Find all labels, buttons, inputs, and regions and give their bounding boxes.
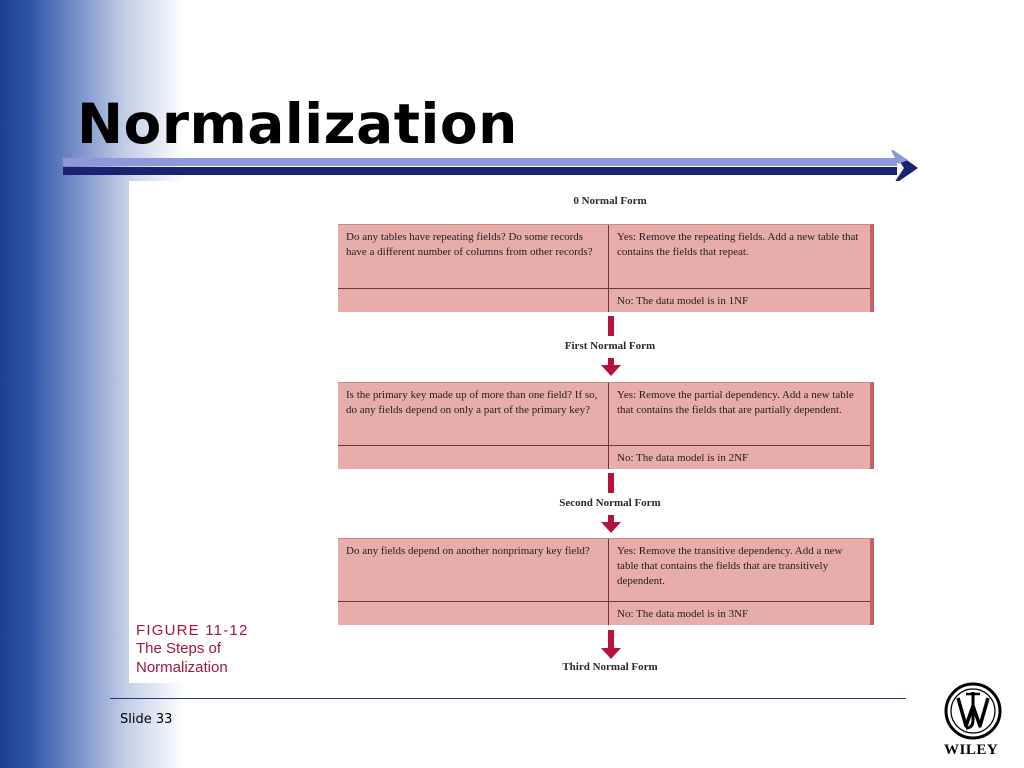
step-yes-action: Yes: Remove the transitive dependency. Add a new table that contains the fields that are transitively dependent. — [617, 545, 843, 587]
step-yes-action: Yes: Remove the partial dependency. Add a new table that contains the fields that are partially dependent. — [617, 389, 854, 416]
publisher-wordmark: WILEY — [944, 742, 999, 758]
figure-caption — [136, 622, 266, 677]
step-no-result: No: The data model is in 3NF — [617, 608, 749, 620]
stage-label-3nf: Third Normal Form — [562, 661, 658, 673]
step-question: Do any tables have repeating fields? Do some records have a different number of columns from other records? — [338, 225, 609, 288]
connector-line — [608, 316, 614, 336]
stage-label-1nf: First Normal Form — [564, 340, 656, 352]
step-question: Is the primary key made up of more than one field? If so, do any fields depend on only a part of the primary key? — [338, 383, 609, 445]
down-arrow-icon — [599, 515, 623, 533]
step-empty-cell — [338, 446, 609, 469]
figure-title: The Steps of Normalization — [136, 640, 228, 676]
down-arrow-icon — [599, 358, 623, 376]
step-no-result: No: The data model is in 2NF — [617, 452, 749, 464]
stage-label-0nf: 0 Normal Form — [573, 195, 647, 207]
step-question: Do any fields depend on another nonprimary key field? — [338, 539, 609, 601]
footer-divider — [110, 698, 906, 699]
connector-line — [608, 473, 614, 493]
step-empty-cell — [338, 602, 609, 625]
step-table-1 — [338, 224, 874, 312]
slide-title: Normalization — [77, 92, 518, 156]
step-table-3 — [338, 538, 874, 625]
step-yes-action: Yes: Remove the repeating fields. Add a new table that contains the fields that repeat. — [617, 231, 859, 258]
down-arrow-icon — [599, 641, 623, 659]
stage-label-2nf: Second Normal Form — [559, 497, 661, 509]
slide-number: Slide 33 — [120, 712, 173, 727]
step-table-2 — [338, 382, 874, 469]
step-no-result: No: The data model is in 1NF — [617, 295, 749, 307]
figure-number: FIGURE 11-12 — [136, 622, 249, 639]
step-empty-cell — [338, 289, 609, 312]
